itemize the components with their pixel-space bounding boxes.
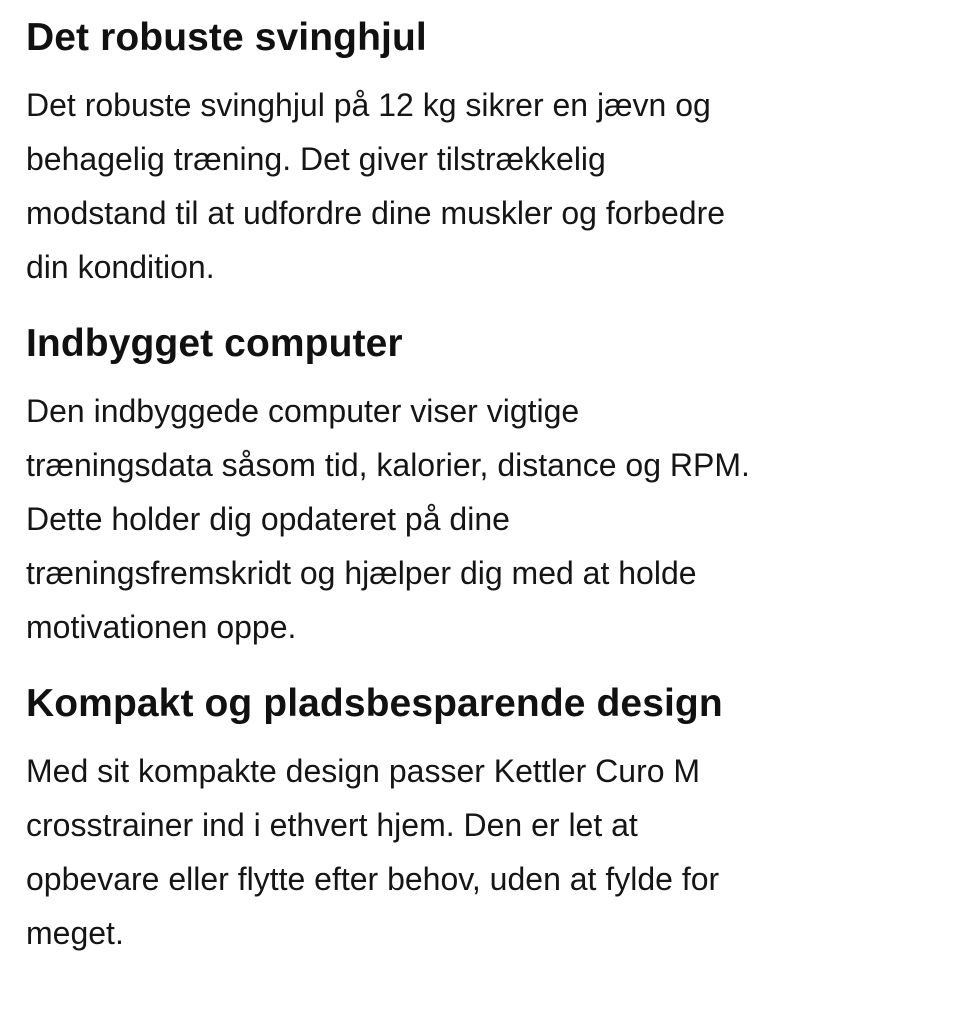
paragraph-line: Den indbyggede computer viser vigtige <box>26 393 580 429</box>
paragraph-line: behagelig træning. Det giver tilstrækkelig <box>26 141 606 177</box>
paragraph-line: Det robuste svinghjul på 12 kg sikrer en jævn og <box>26 87 711 123</box>
section-paragraph <box>26 78 934 294</box>
section-heading: Kompakt og pladsbesparende design <box>26 682 723 725</box>
paragraph-line: opbevare eller flytte efter behov, uden at fylde for <box>26 861 720 897</box>
paragraph-line: træningsfremskridt og hjælper dig med at holde <box>26 555 697 591</box>
paragraph-line: Med sit kompakte design passer Kettler Curo M <box>26 753 701 789</box>
paragraph-line: crosstrainer ind i ethvert hjem. Den er let at <box>26 807 638 843</box>
paragraph-line: modstand til at udfordre dine muskler og forbedre <box>26 195 726 231</box>
section-heading: Indbygget computer <box>26 322 403 365</box>
section-computer <box>26 318 934 654</box>
section-flywheel <box>26 12 934 294</box>
paragraph-line: meget. <box>26 915 124 951</box>
section-heading: Det robuste svinghjul <box>26 16 427 59</box>
paragraph-line: træningsdata såsom tid, kalorier, distance og RPM. <box>26 447 750 483</box>
paragraph-line: din kondition. <box>26 249 215 285</box>
paragraph-line: motivationen oppe. <box>26 609 297 645</box>
section-paragraph <box>26 744 934 960</box>
paragraph-line: Dette holder dig opdateret på dine <box>26 501 510 537</box>
section-compact-design <box>26 678 934 960</box>
section-paragraph <box>26 384 934 654</box>
